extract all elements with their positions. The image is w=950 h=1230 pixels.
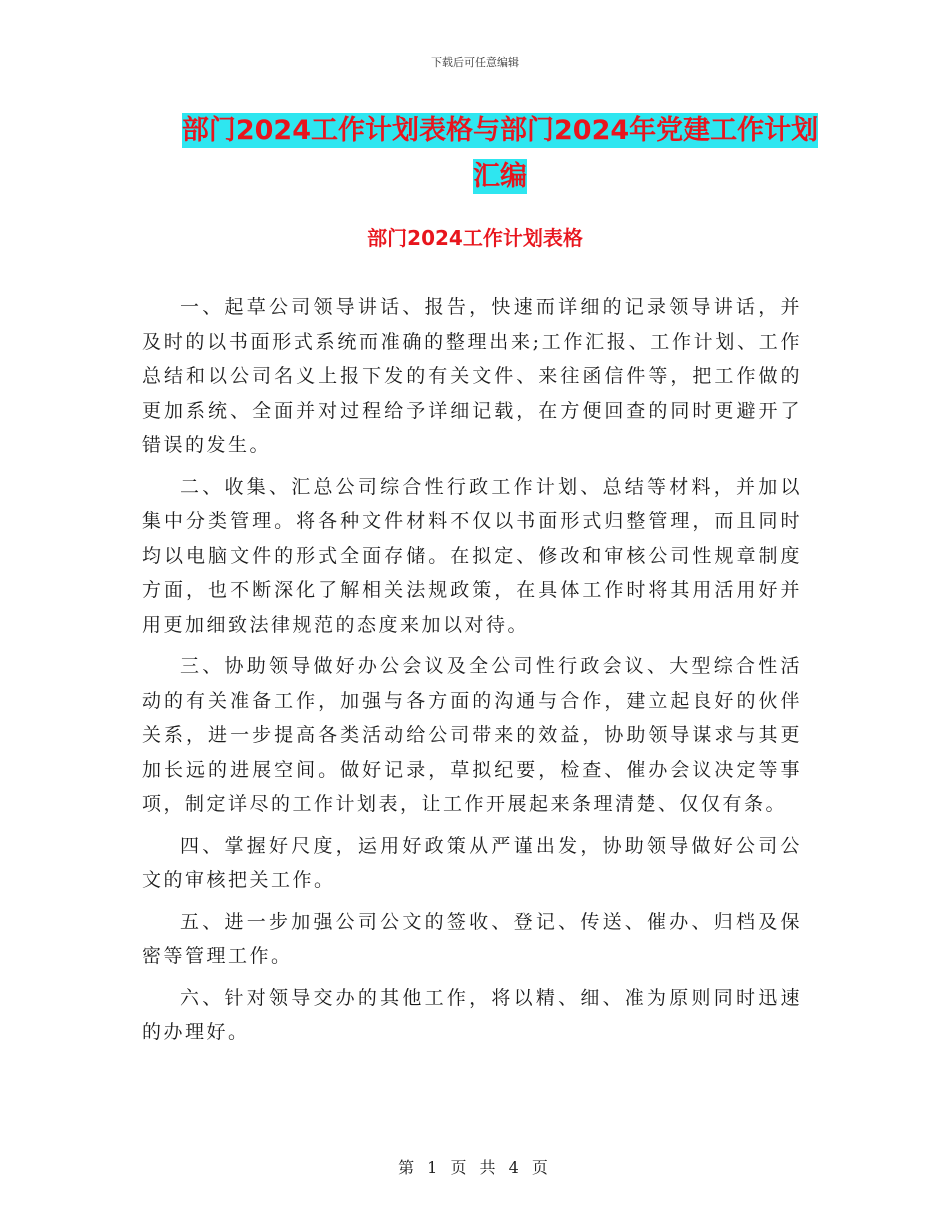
section-title: 部门2024工作计划表格 [367,226,583,250]
page-footer: 第 1 页 共 4 页 [398,1158,552,1177]
title-line-1: 部门2024工作计划表格与部门2024年党建工作计划 [181,115,819,146]
paragraph-3: 三、协助领导做好办公会议及全公司性行政会议、大型综合性活动的有关准备工作，加强与各方面的沟通与合作，建立起良好的伙伴关系，进一步提高各类活动给公司带来的效益，协助领导谋求与其更加长远的进展空间。做好记录，草拟纪要，检查、催办会议决定等事项，制定详尽的工作计划表，让工作开展起来条理清楚、仅仅有条。 [142,655,802,815]
document-title [150,108,850,200]
paragraph-1: 一、起草公司领导讲话、报告，快速而详细的记录领导讲话，并及时的以书面形式系统而准确的整理出来;工作汇报、工作计划、工作总结和以公司名义上报下发的有关文件、来往函信件等，把工作做的更加系统、全面并对过程给予详细记载，在方便回查的同时更避开了错误的发生。 [142,296,802,456]
paragraph-5: 五、进一步加强公司公文的签收、登记、传送、催办、归档及保密等管理工作。 [142,910,802,967]
title-line-2: 汇编 [473,161,527,192]
paragraph-6: 六、针对领导交办的其他工作，将以精、细、准为原则同时迅速的办理好。 [142,986,802,1043]
paragraph-4: 四、掌握好尺度，运用好政策从严谨出发，协助领导做好公司公文的审核把关工作。 [142,834,802,891]
document-body [142,290,802,1057]
paragraph-2: 二、收集、汇总公司综合性行政工作计划、总结等材料，并加以集中分类管理。将各种文件材料不仅以书面形式归整管理，而且同时均以电脑文件的形式全面存储。在拟定、修改和审核公司性规章制度方面，也不断深化了解相关法规政策，在具体工作时将其用活用好并用更加细致法律规范的态度来加以对待。 [142,475,802,636]
header-note: 下载后可任意编辑 [431,56,519,69]
